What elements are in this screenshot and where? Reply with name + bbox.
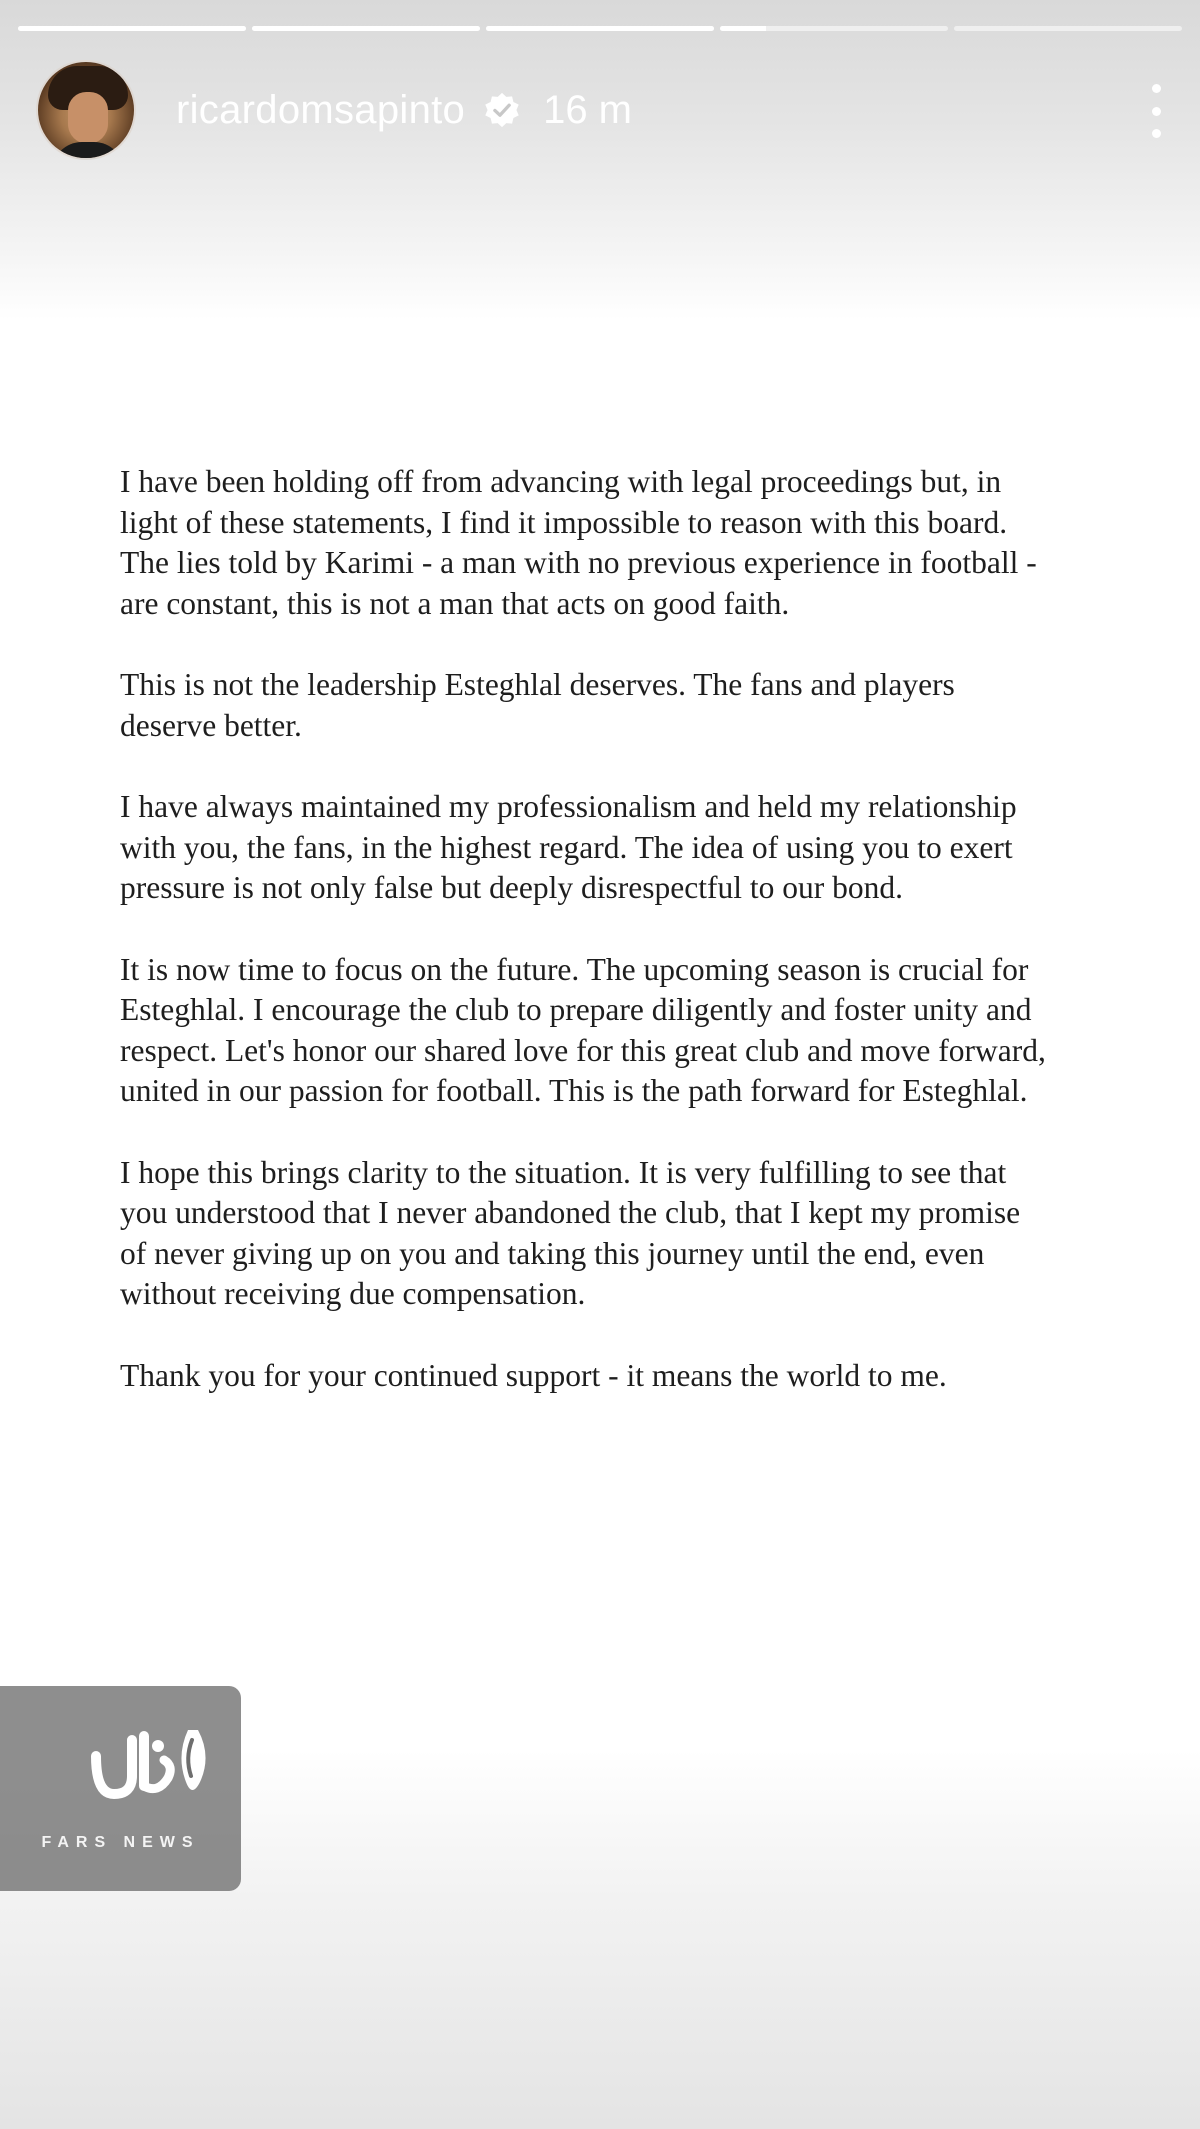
progress-segment (954, 26, 1182, 31)
timestamp: 16 m (543, 87, 633, 132)
letter-paragraph: I have been holding off from advancing with legal proceedings but, in light of these statements, I find it impossible to reason with this board. The lies told by Karimi - a man with no previous experience in football - are constant, this is not a man that acts on good faith. (120, 464, 1037, 621)
fars-news-watermark (0, 1686, 241, 1891)
letter-paragraph: This is not the leadership Esteghlal deserves. The fans and players deserve better. (120, 667, 955, 743)
username[interactable]: ricardomsapinto (176, 87, 466, 132)
more-vertical-icon (1152, 84, 1161, 93)
letter-paragraph: Thank you for your continued support - it means the world to me. (120, 1357, 947, 1393)
letter-paragraph: I have always maintained my professionalism and held my relationship with you, the fans, in the highest regard. The idea of using you to exert pressure is not only false but deeply disrespectful to our bond. (120, 789, 1017, 905)
watermark-brand: FARS NEWS (41, 1834, 200, 1851)
letter-paragraph: It is now time to focus on the future. The upcoming season is crucial for Esteghlal. I encourage the club to prepare diligently and foster unity and respect. Let's honor our shared love for this great club and move forward, united in our passion for football. This is the path forward for Esteghlal. (120, 951, 1046, 1108)
progress-segment (486, 26, 714, 31)
progress-segment (18, 26, 246, 31)
progress-segment (720, 26, 948, 31)
avatar[interactable] (36, 60, 136, 160)
story-header (36, 60, 1176, 160)
letter-paragraph: I hope this brings clarity to the situation. It is very fulfilling to see that you understood that I never abandoned the club, that I kept my promise of never giving up on you and taking this journey until the end, even without receiving due compensation. (120, 1154, 1021, 1311)
progress-segment (252, 26, 480, 31)
fars-news-logo-icon (88, 1716, 218, 1826)
verified-badge-icon (483, 91, 521, 129)
story-progress-bar (18, 26, 1182, 31)
statement-letter (120, 462, 1050, 1437)
more-options-button[interactable] (1144, 84, 1168, 138)
